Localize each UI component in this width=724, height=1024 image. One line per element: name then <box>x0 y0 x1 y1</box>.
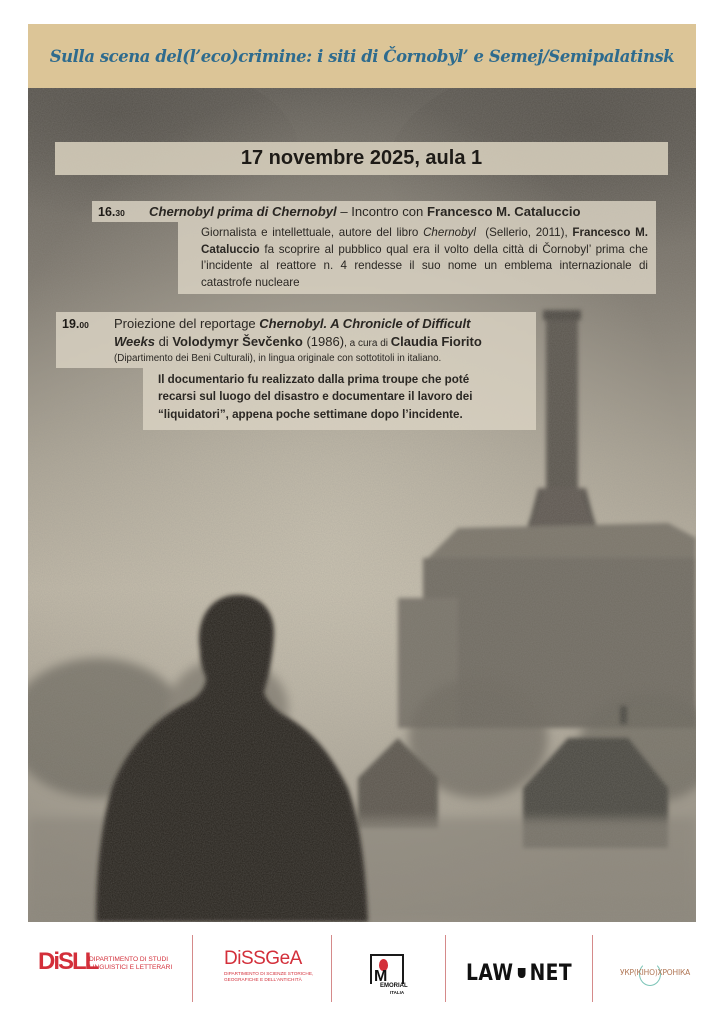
curator: Claudia Fiorito <box>390 334 482 349</box>
desc-text: (Sellerio, 2011), <box>475 226 568 239</box>
desc-text: fa scoprire al pubblico qual era il volto della città di Čornobyl’ prima che l’incidente al reattore n. 4 rendesse il suo nome un emblema internazionale di catastrofe nucleare <box>201 242 648 289</box>
event-1-time <box>92 205 149 219</box>
dissgea-text <box>224 971 313 983</box>
ukr-text: УКР(КІНО)ХРОНІКА <box>620 968 691 977</box>
title-band <box>28 24 696 88</box>
year: (1986) <box>302 334 345 349</box>
text: di <box>154 334 173 349</box>
event-date: 17 novembre 2025, aula 1 <box>240 147 483 169</box>
divider <box>445 935 446 1002</box>
logo-text-line: LINGUISTICI E LETTERARI <box>89 963 173 971</box>
logo-ukrkinokhronika <box>620 962 690 986</box>
event-2-line-1 <box>114 316 470 331</box>
event-2-description <box>143 368 536 430</box>
logo-dissgea <box>224 948 334 988</box>
logo-law-net <box>466 960 591 986</box>
film-title-end: Weeks <box>114 334 155 349</box>
memorial-word: EMORIAL <box>380 983 408 989</box>
logo-memorial-italia <box>370 954 410 996</box>
logo-text-line: GEOGRAFICHE E DELL'ANTICHITÀ <box>224 976 302 982</box>
divider <box>331 935 332 1002</box>
logo-text-line: DIPARTIMENTO DI STUDI <box>89 956 169 963</box>
desc-line: Il documentario fu realizzato dalla prima troupe che poté <box>158 373 470 386</box>
disll-mark: DiSLL <box>38 948 98 975</box>
event-1-speaker: Francesco M. Cataluccio <box>426 204 581 219</box>
event-2-time <box>62 317 89 331</box>
text: , a cura di <box>344 338 391 349</box>
desc-speaker: Francesco M. Cataluccio <box>201 226 648 256</box>
logo-disll <box>38 946 178 978</box>
time-hour: 16. <box>98 204 116 219</box>
dissgea-mark: DiSSGeA <box>224 948 302 969</box>
book-title: Chernobyl <box>423 226 476 239</box>
time-minutes: 00 <box>79 320 89 330</box>
event-2-header <box>56 312 536 368</box>
disll-text <box>89 956 172 971</box>
divider <box>592 935 593 1002</box>
director: Volodymyr Ševčenko <box>172 334 303 349</box>
event-1-header <box>92 201 656 222</box>
poster-title: Sulla scena del(l’eco)crimine: i siti di Čornobyl’ e Semej/Semipalatinsk <box>49 46 675 66</box>
event-2-line-2 <box>114 334 482 349</box>
memorial-sub: ITALIA <box>390 990 405 995</box>
poster <box>28 24 696 922</box>
event-2-line-3: (Dipartimento dei Beni Culturali), in lingua originale con sottotitoli in italiano. <box>114 353 442 364</box>
text: Proiezione del reportage <box>114 316 260 331</box>
event-1-title: Chernobyl prima di Chernobyl <box>149 204 337 219</box>
film-title: Chernobyl. A Chronicle of Difficult <box>259 316 471 331</box>
time-minutes: 30 <box>115 207 125 218</box>
lawnet-left: LAW <box>466 960 514 986</box>
divider <box>192 935 193 1002</box>
desc-line: recarsi sul luogo del disastro e documentare il lavoro dei <box>158 390 473 404</box>
desc-text: Giornalista e intellettuale, autore del libro <box>201 226 424 239</box>
date-band <box>55 142 668 175</box>
logo-text-line: DIPARTIMENTO DI SCIENZE STORICHE, <box>224 971 314 976</box>
event-1-description <box>178 222 656 294</box>
desc-line: “liquidatori”, appena poche settimane dopo l’incidente. <box>158 407 463 421</box>
shield-icon <box>518 968 526 978</box>
lawnet-right: NET <box>529 960 573 986</box>
memorial-m: M <box>374 968 388 985</box>
partner-logos <box>28 932 696 1006</box>
event-1-dash: – Incontro con <box>336 204 427 219</box>
time-hour: 19. <box>62 317 80 331</box>
